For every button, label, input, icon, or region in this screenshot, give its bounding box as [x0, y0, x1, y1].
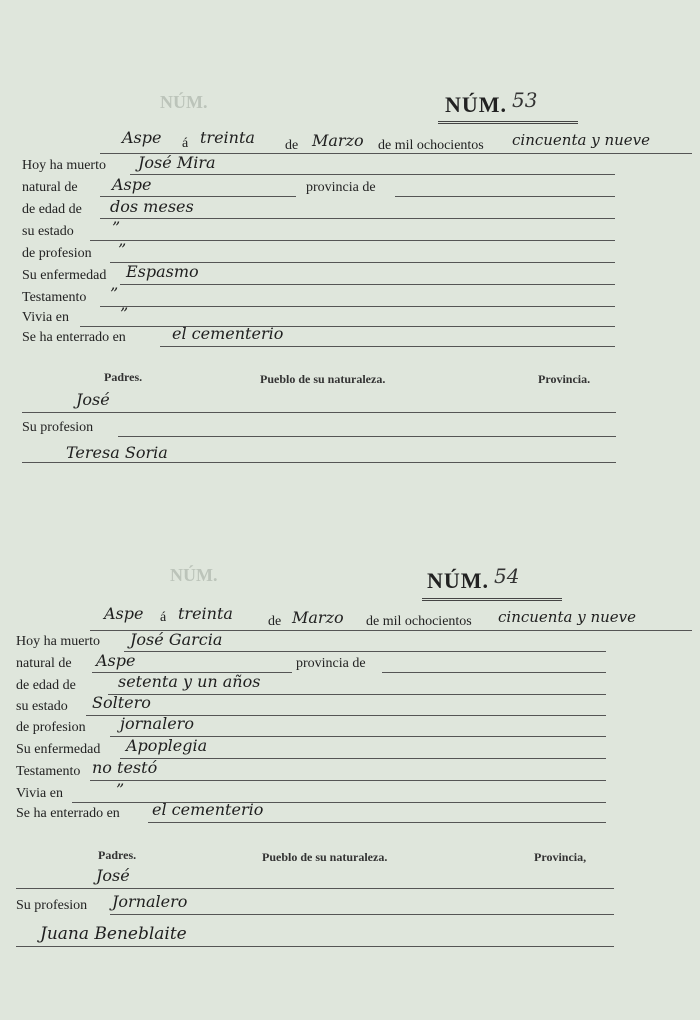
- illness-line: [120, 758, 606, 759]
- state-value: Soltero: [92, 693, 151, 712]
- buried-value: el cementerio: [172, 324, 284, 343]
- entry-number-label: NÚM.: [445, 92, 508, 117]
- will-label: Testamento: [16, 764, 81, 779]
- native-value: Aspe: [112, 175, 152, 194]
- will-label: Testamento: [22, 290, 87, 305]
- place-value: Aspe: [104, 604, 144, 623]
- age-value: setenta y un años: [118, 672, 261, 691]
- father-line: [16, 888, 614, 889]
- entry-number-value: 53: [512, 88, 538, 112]
- will-line: [100, 306, 615, 307]
- a-label: á: [160, 610, 167, 625]
- pueblo-header: Pueblo de su naturaleza.: [262, 850, 388, 864]
- day-value: treinta: [178, 604, 233, 623]
- lived-value: ”: [120, 304, 129, 323]
- provincia-label: provincia de: [306, 180, 376, 195]
- mother-value: Teresa Soria: [66, 443, 168, 462]
- su-profesion-label: Su profesion: [16, 898, 88, 913]
- illness-value: Apoplegia: [126, 736, 208, 755]
- provincia-header: Provincia.: [538, 372, 591, 386]
- entry-number-rule: [438, 121, 578, 124]
- mother-line: [16, 946, 614, 947]
- state-label: su estado: [16, 699, 68, 714]
- year-value: cincuenta y nueve: [498, 608, 636, 626]
- buried-label: Se ha enterrado en: [16, 806, 120, 821]
- illness-label: Su enfermedad: [22, 268, 107, 283]
- profession-value: jornalero: [120, 714, 194, 733]
- mother-value: Juana Beneblaite: [40, 924, 187, 944]
- padres-header: Padres.: [98, 848, 137, 862]
- father-profession-value: Jornalero: [112, 892, 188, 911]
- state-value: ”: [112, 218, 121, 237]
- provincia-line: [395, 196, 615, 197]
- will-line: [90, 780, 606, 781]
- lived-line: [80, 326, 615, 327]
- deceased-value: José Garcia: [130, 630, 223, 649]
- buried-line: [148, 822, 606, 823]
- age-value: dos meses: [110, 197, 194, 216]
- provincia-header: Provincia,: [534, 850, 587, 864]
- deceased-line: [130, 174, 615, 175]
- age-line: [100, 218, 615, 219]
- father-profession-line: [118, 436, 616, 437]
- native-value: Aspe: [96, 651, 136, 670]
- will-value: no testó: [92, 758, 158, 777]
- lived-value: ”: [116, 780, 125, 799]
- father-value: José: [76, 390, 110, 409]
- lived-label: Vivia en: [22, 310, 69, 325]
- bleed-through-num-1: NÚM.: [160, 92, 208, 112]
- deceased-value: José Mira: [138, 153, 216, 172]
- bleed-through-num-2: NÚM.: [170, 565, 218, 585]
- year-value: cincuenta y nueve: [512, 131, 650, 149]
- profession-label: de profesion: [22, 246, 92, 261]
- de-label: de: [268, 614, 282, 629]
- illness-value: Espasmo: [126, 262, 199, 281]
- lived-label: Vivia en: [16, 786, 63, 801]
- state-line: [90, 240, 615, 241]
- de-mil-label: de mil ochocientos: [378, 138, 484, 153]
- age-label: de edad de: [22, 202, 82, 217]
- entry-number-value: 54: [494, 564, 520, 588]
- place-value: Aspe: [122, 128, 162, 147]
- profession-value: ”: [118, 240, 127, 259]
- buried-value: el cementerio: [152, 800, 264, 819]
- provincia-line: [382, 672, 606, 673]
- profession-label: de profesion: [16, 720, 86, 735]
- illness-line: [120, 284, 615, 285]
- entry-number-label: NÚM.: [427, 568, 490, 593]
- deceased-label: Hoy ha muerto: [22, 158, 106, 173]
- day-value: treinta: [200, 128, 255, 147]
- father-value: José: [96, 866, 130, 885]
- de-mil-label: de mil ochocientos: [366, 614, 472, 629]
- native-label: natural de: [16, 656, 72, 671]
- age-line: [108, 694, 606, 695]
- de-label: de: [285, 138, 299, 153]
- su-profesion-label: Su profesion: [22, 420, 94, 435]
- illness-label: Su enfermedad: [16, 742, 101, 757]
- deceased-line: [124, 651, 606, 652]
- month-value: Marzo: [312, 131, 364, 150]
- state-label: su estado: [22, 224, 74, 239]
- buried-label: Se ha enterrado en: [22, 330, 126, 345]
- father-profession-line: [110, 914, 614, 915]
- pueblo-header: Pueblo de su naturaleza.: [260, 372, 386, 386]
- deceased-label: Hoy ha muerto: [16, 634, 100, 649]
- a-label: á: [182, 136, 189, 151]
- age-label: de edad de: [16, 678, 76, 693]
- provincia-label: provincia de: [296, 656, 366, 671]
- father-line: [22, 412, 616, 413]
- native-label: natural de: [22, 180, 78, 195]
- entry-number-rule: [422, 598, 562, 601]
- padres-header: Padres.: [104, 370, 143, 384]
- month-value: Marzo: [292, 608, 344, 627]
- will-value: ”: [110, 284, 119, 303]
- mother-line: [22, 462, 616, 463]
- buried-line: [160, 346, 615, 347]
